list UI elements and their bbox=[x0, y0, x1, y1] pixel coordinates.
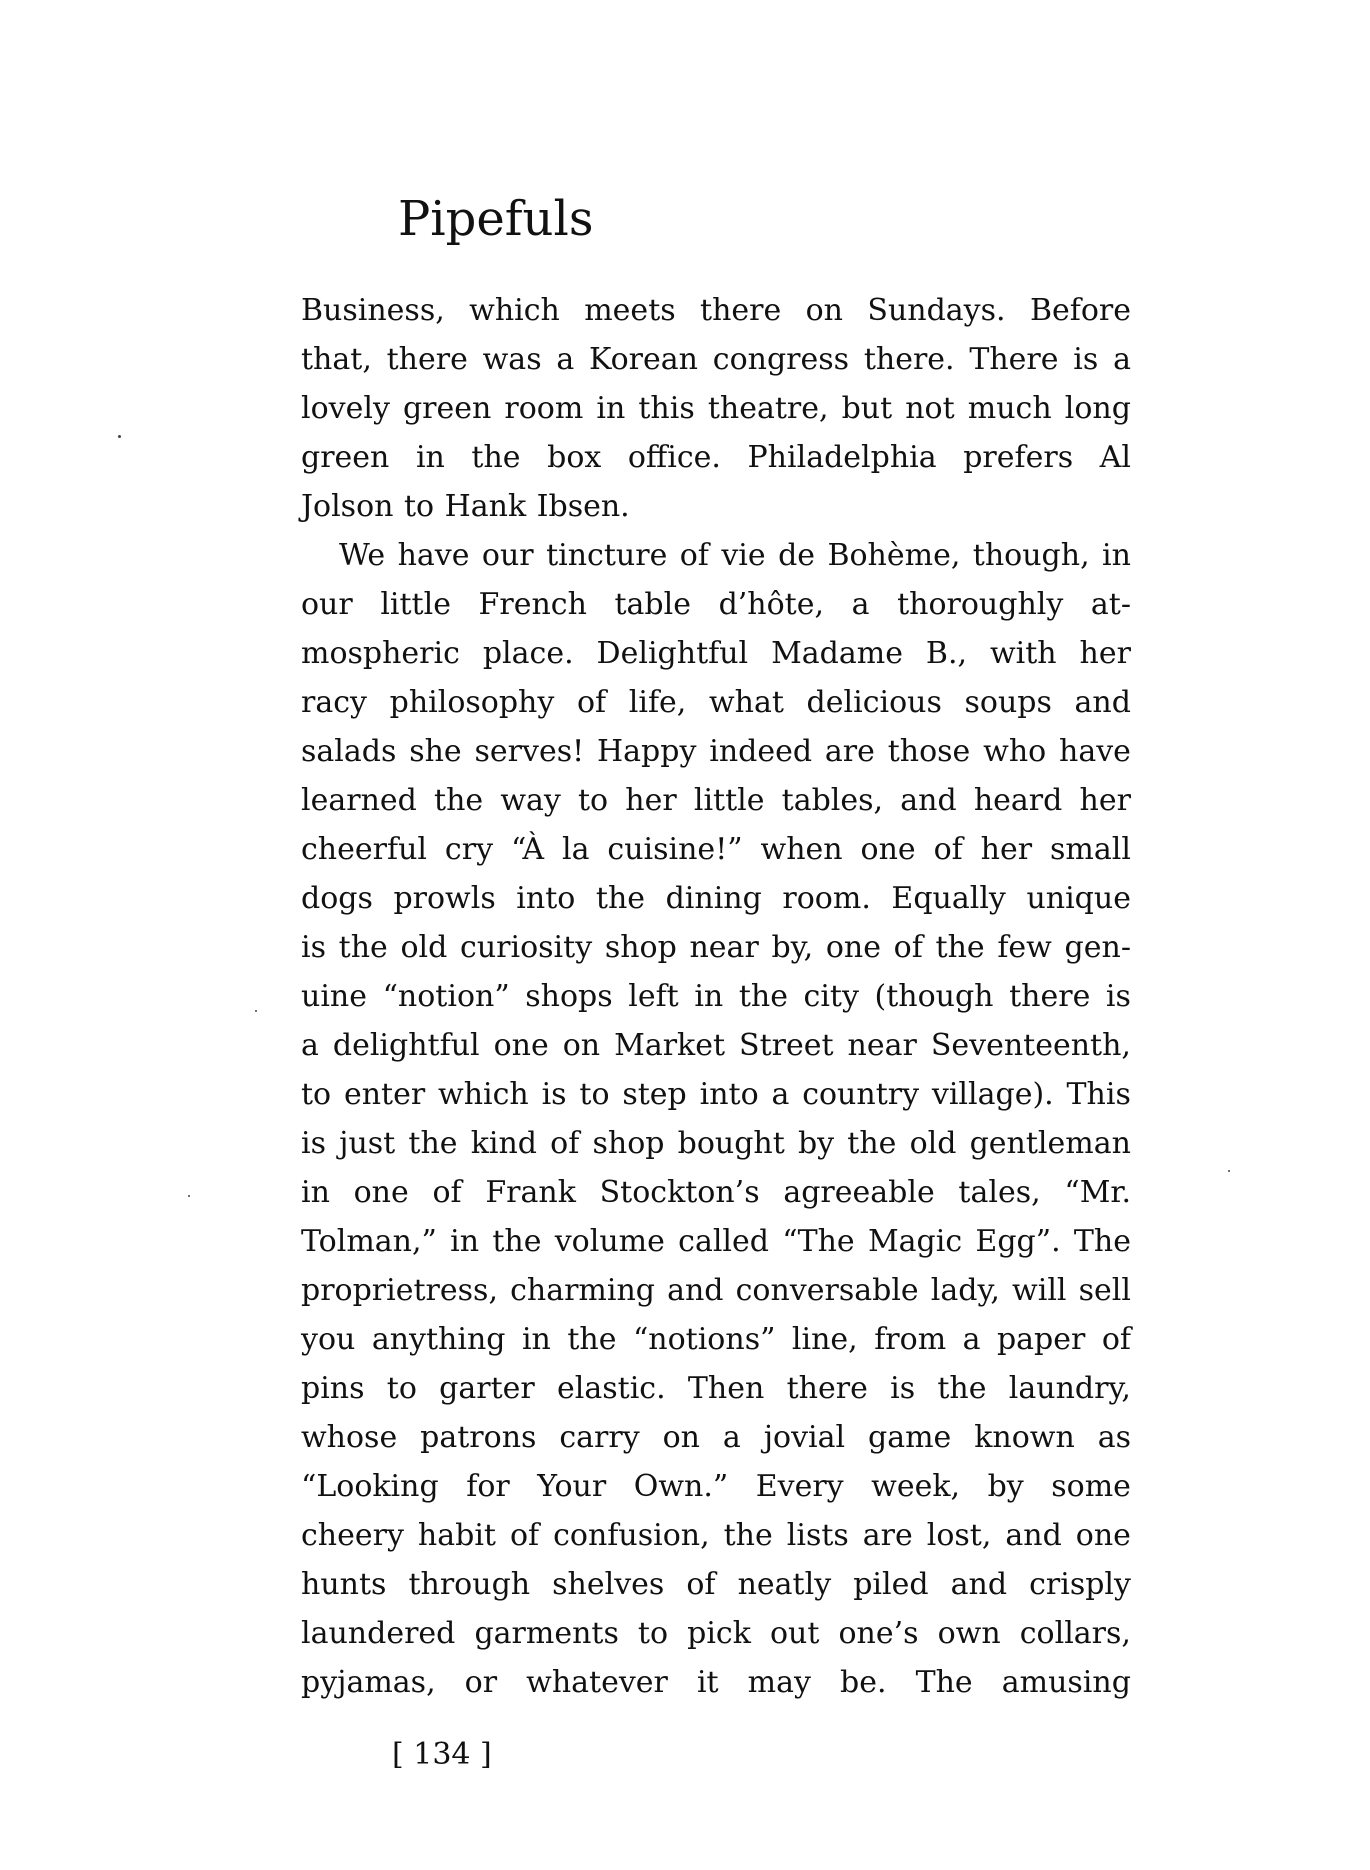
word: much bbox=[967, 391, 1052, 426]
word: by bbox=[797, 1126, 835, 1161]
word: hunts bbox=[301, 1567, 387, 1602]
word: volume bbox=[554, 1224, 665, 1259]
word: cry bbox=[444, 832, 494, 867]
word: the bbox=[338, 930, 388, 965]
word: uine bbox=[301, 979, 367, 1014]
word: theatre, bbox=[707, 391, 829, 426]
word: office. bbox=[627, 440, 721, 475]
text-line bbox=[301, 1462, 1131, 1511]
text-line bbox=[301, 1021, 1131, 1070]
word: cheerful bbox=[301, 832, 427, 867]
word: bought bbox=[677, 1126, 785, 1161]
word: crisply bbox=[1029, 1567, 1131, 1602]
word: “The bbox=[782, 1224, 855, 1259]
word: cuisine!” bbox=[607, 832, 743, 867]
word: that, bbox=[301, 342, 372, 377]
word: her bbox=[980, 832, 1033, 867]
running-head: Pipefuls bbox=[398, 191, 594, 247]
word: elastic. bbox=[557, 1371, 666, 1406]
word: meets bbox=[584, 293, 676, 328]
word: dogs bbox=[301, 881, 373, 916]
word: and bbox=[900, 783, 957, 818]
text-line bbox=[301, 972, 1131, 1021]
word: “Mr. bbox=[1064, 1175, 1131, 1210]
word: when bbox=[760, 832, 843, 867]
word: into bbox=[516, 881, 576, 916]
word: shop bbox=[592, 1126, 665, 1161]
text-line bbox=[301, 335, 1131, 384]
word: Hank bbox=[444, 489, 527, 524]
text-line bbox=[301, 580, 1131, 629]
word: unique bbox=[1026, 881, 1131, 916]
word: green bbox=[301, 440, 390, 475]
word: a bbox=[1113, 342, 1131, 377]
word: own bbox=[937, 1616, 1001, 1651]
word: village). bbox=[931, 1077, 1054, 1112]
word: one bbox=[353, 1175, 409, 1210]
text-line bbox=[301, 776, 1131, 825]
word: which bbox=[438, 1077, 529, 1112]
word: collars, bbox=[1019, 1616, 1131, 1651]
word: prowls bbox=[393, 881, 496, 916]
word: game bbox=[868, 1420, 952, 1455]
word: will bbox=[1012, 1273, 1067, 1308]
word: in bbox=[450, 1224, 480, 1259]
word: agreeable bbox=[783, 1175, 935, 1210]
word: Every bbox=[755, 1469, 844, 1504]
word: or bbox=[464, 1665, 498, 1700]
word: d’hôte, bbox=[718, 587, 825, 622]
word: small bbox=[1050, 832, 1131, 867]
word: There bbox=[969, 342, 1059, 377]
word: vie bbox=[721, 538, 766, 573]
word: Your bbox=[537, 1469, 607, 1504]
word: Delightful bbox=[596, 636, 749, 671]
word: green bbox=[402, 391, 492, 426]
word: sell bbox=[1078, 1273, 1131, 1308]
word: Ibsen. bbox=[536, 489, 630, 524]
word: of bbox=[1101, 1322, 1131, 1357]
word: our bbox=[301, 587, 353, 622]
word: one bbox=[825, 930, 881, 965]
word: pick bbox=[687, 1616, 751, 1651]
word: the bbox=[738, 979, 788, 1014]
word: kind bbox=[470, 1126, 537, 1161]
word: of bbox=[893, 930, 923, 965]
word: are bbox=[824, 734, 875, 769]
word: curiosity bbox=[460, 930, 593, 965]
word: table bbox=[614, 587, 691, 622]
word: delightful bbox=[332, 1028, 480, 1063]
word: is bbox=[301, 930, 326, 965]
text-line bbox=[301, 1658, 1131, 1707]
word: Korean bbox=[589, 342, 698, 377]
text-line bbox=[301, 874, 1131, 923]
word: the bbox=[471, 440, 521, 475]
word: there. bbox=[863, 342, 955, 377]
word: the bbox=[492, 1224, 542, 1259]
word: “notions” bbox=[632, 1322, 776, 1357]
word: left bbox=[628, 979, 679, 1014]
word: charming bbox=[510, 1273, 655, 1308]
word: which bbox=[469, 293, 560, 328]
word: Own.” bbox=[633, 1469, 729, 1504]
word: of bbox=[550, 1126, 580, 1161]
word: Madame bbox=[771, 636, 903, 671]
word: on bbox=[562, 1028, 601, 1063]
word: a bbox=[962, 1322, 981, 1357]
page-number: [ 134 ] bbox=[392, 1737, 492, 1772]
word: neatly bbox=[737, 1567, 832, 1602]
scan-speck bbox=[1228, 1170, 1230, 1172]
word: in bbox=[301, 1175, 330, 1210]
word: This bbox=[1066, 1077, 1131, 1112]
word: la bbox=[562, 832, 590, 867]
word: of bbox=[686, 1567, 716, 1602]
word: the bbox=[937, 1371, 987, 1406]
word: be. bbox=[840, 1665, 887, 1700]
word: with bbox=[989, 636, 1057, 671]
word: laundry, bbox=[1008, 1371, 1131, 1406]
word: is bbox=[541, 1077, 567, 1112]
word: Then bbox=[687, 1371, 765, 1406]
word: place. bbox=[482, 636, 574, 671]
text-line bbox=[301, 286, 1131, 335]
scan-speck bbox=[118, 435, 121, 438]
word: garter bbox=[439, 1371, 535, 1406]
word: Magic bbox=[867, 1224, 963, 1259]
word: those bbox=[887, 734, 971, 769]
word: French bbox=[478, 587, 587, 622]
word: little bbox=[380, 587, 451, 622]
word: “Looking bbox=[301, 1469, 439, 1504]
word: in bbox=[596, 391, 626, 426]
word: for bbox=[466, 1469, 510, 1504]
word: to bbox=[301, 1077, 332, 1112]
word: soups bbox=[964, 685, 1052, 720]
word: who bbox=[983, 734, 1047, 769]
text-line bbox=[301, 1168, 1131, 1217]
word: Egg”. bbox=[975, 1224, 1061, 1259]
word: indeed bbox=[709, 734, 813, 769]
word: the bbox=[723, 1518, 773, 1553]
word: “À bbox=[510, 832, 545, 867]
word: Bohème, bbox=[827, 538, 961, 573]
word: though, bbox=[972, 538, 1090, 573]
word: room bbox=[504, 391, 584, 426]
word: (though bbox=[874, 979, 994, 1014]
word: is bbox=[301, 1126, 326, 1161]
word: Business, bbox=[301, 293, 445, 328]
word: room. bbox=[782, 881, 871, 916]
word: the bbox=[847, 1126, 897, 1161]
word: long bbox=[1064, 391, 1131, 426]
word: are bbox=[862, 1518, 913, 1553]
word: lists bbox=[786, 1518, 849, 1553]
word: is bbox=[1073, 342, 1099, 377]
word: habit bbox=[417, 1518, 496, 1553]
word: into bbox=[699, 1077, 759, 1112]
word: there bbox=[1009, 979, 1091, 1014]
text-line bbox=[301, 825, 1131, 874]
word: laundered bbox=[301, 1616, 456, 1651]
word: de bbox=[778, 538, 816, 573]
word: Equally bbox=[891, 881, 1006, 916]
word: whatever bbox=[526, 1665, 668, 1700]
word: there bbox=[700, 293, 782, 328]
word: heard bbox=[973, 783, 1063, 818]
word: Jolson bbox=[301, 489, 394, 524]
word: gentleman bbox=[969, 1126, 1131, 1161]
word: tincture bbox=[546, 538, 668, 573]
word: on bbox=[662, 1420, 700, 1455]
word: a bbox=[771, 1077, 790, 1112]
scan-speck bbox=[188, 1195, 190, 1197]
word: a bbox=[722, 1420, 741, 1455]
word: tables, bbox=[781, 783, 884, 818]
word: Street bbox=[739, 1028, 834, 1063]
word: line, bbox=[791, 1322, 858, 1357]
word: lost, bbox=[926, 1518, 992, 1553]
word: Frank bbox=[485, 1175, 576, 1210]
text-line bbox=[301, 531, 1131, 580]
word: garments bbox=[474, 1616, 619, 1651]
word: old bbox=[909, 1126, 957, 1161]
word: there bbox=[786, 1371, 868, 1406]
word: this bbox=[638, 391, 695, 426]
word: gen- bbox=[1064, 930, 1131, 965]
word: one bbox=[860, 832, 916, 867]
word: out bbox=[769, 1616, 820, 1651]
body-text bbox=[301, 286, 1131, 1707]
word: her bbox=[1079, 783, 1131, 818]
word: learned bbox=[301, 783, 417, 818]
word: life, bbox=[628, 685, 687, 720]
word: Al bbox=[1099, 440, 1131, 475]
text-line bbox=[301, 1315, 1131, 1364]
word: to bbox=[637, 1616, 669, 1651]
word: carry bbox=[559, 1420, 640, 1455]
word: and bbox=[1074, 685, 1131, 720]
word: conversable bbox=[735, 1273, 919, 1308]
word: city bbox=[803, 979, 859, 1014]
word: the bbox=[567, 1322, 617, 1357]
word: step bbox=[622, 1077, 687, 1112]
word: in bbox=[694, 979, 724, 1014]
word: week, bbox=[871, 1469, 961, 1504]
word: country bbox=[802, 1077, 920, 1112]
word: have bbox=[1059, 734, 1131, 769]
word: on bbox=[805, 293, 844, 328]
word: pyjamas, bbox=[301, 1665, 436, 1700]
word: at- bbox=[1090, 587, 1131, 622]
word: tales, bbox=[958, 1175, 1041, 1210]
word: to bbox=[577, 783, 609, 818]
text-line bbox=[301, 384, 1131, 433]
word: to bbox=[386, 1371, 417, 1406]
text-line bbox=[301, 1364, 1131, 1413]
word: patrons bbox=[420, 1420, 537, 1455]
word: near bbox=[847, 1028, 917, 1063]
word: pins bbox=[301, 1371, 365, 1406]
word: may bbox=[747, 1665, 811, 1700]
word: one bbox=[493, 1028, 549, 1063]
text-line bbox=[301, 1413, 1131, 1462]
word: and bbox=[667, 1273, 724, 1308]
text-line bbox=[301, 1560, 1131, 1609]
word: through bbox=[408, 1567, 531, 1602]
text-line bbox=[301, 1609, 1131, 1658]
text-line bbox=[301, 923, 1131, 972]
word: Market bbox=[614, 1028, 726, 1063]
word: enter bbox=[343, 1077, 426, 1112]
word: prefers bbox=[963, 440, 1074, 475]
word: shop bbox=[604, 930, 677, 965]
text-line bbox=[301, 727, 1131, 776]
word: B., bbox=[925, 636, 968, 671]
word: her bbox=[1079, 636, 1131, 671]
text-line bbox=[301, 1070, 1131, 1119]
word: jovial bbox=[763, 1420, 846, 1455]
word: there bbox=[386, 342, 468, 377]
word: but bbox=[841, 391, 893, 426]
word: a bbox=[851, 587, 870, 622]
text-line bbox=[301, 482, 1131, 531]
word: and bbox=[1005, 1518, 1062, 1553]
word: a bbox=[556, 342, 575, 377]
word: thoroughly bbox=[897, 587, 1064, 622]
word: old bbox=[400, 930, 448, 965]
scan-speck bbox=[255, 1010, 257, 1012]
word: some bbox=[1051, 1469, 1131, 1504]
word: in bbox=[415, 440, 445, 475]
word: proprietress, bbox=[301, 1273, 498, 1308]
text-line bbox=[301, 629, 1131, 678]
word: to bbox=[403, 489, 435, 524]
word: you bbox=[301, 1322, 356, 1357]
word: called bbox=[678, 1224, 769, 1259]
word: little bbox=[693, 783, 765, 818]
word: The bbox=[1073, 1224, 1131, 1259]
text-line bbox=[301, 1266, 1131, 1315]
word: of bbox=[576, 685, 607, 720]
text-line bbox=[301, 433, 1131, 482]
word: serves! bbox=[474, 734, 585, 769]
word: is bbox=[890, 1371, 916, 1406]
word: delicious bbox=[806, 685, 942, 720]
word: shelves bbox=[552, 1567, 665, 1602]
word: Stockton’s bbox=[599, 1175, 760, 1210]
word: salads bbox=[301, 734, 397, 769]
word: one bbox=[1075, 1518, 1131, 1553]
word: of bbox=[509, 1518, 540, 1553]
word: not bbox=[905, 391, 955, 426]
word: Philadelphia bbox=[747, 440, 937, 475]
word: near bbox=[689, 930, 759, 965]
word: known bbox=[974, 1420, 1075, 1455]
word: the bbox=[434, 783, 484, 818]
word: Tolman,” bbox=[301, 1224, 437, 1259]
word: it bbox=[696, 1665, 719, 1700]
word: what bbox=[708, 685, 784, 720]
word: We bbox=[339, 538, 386, 573]
word: racy bbox=[301, 685, 367, 720]
word: Happy bbox=[597, 734, 697, 769]
word: from bbox=[874, 1322, 947, 1357]
text-line bbox=[301, 1217, 1131, 1266]
word: and bbox=[950, 1567, 1008, 1602]
word: amusing bbox=[1001, 1665, 1131, 1700]
text-line bbox=[301, 678, 1131, 727]
word: cheery bbox=[301, 1518, 404, 1553]
word: anything bbox=[371, 1322, 506, 1357]
word: of bbox=[933, 832, 963, 867]
word: of bbox=[679, 538, 709, 573]
word: a bbox=[301, 1028, 319, 1063]
word: by bbox=[987, 1469, 1024, 1504]
word: the bbox=[408, 1126, 458, 1161]
word: dining bbox=[665, 881, 762, 916]
word: as bbox=[1097, 1420, 1131, 1455]
word: lovely bbox=[301, 391, 390, 426]
word: lady, bbox=[930, 1273, 1000, 1308]
word: box bbox=[547, 440, 602, 475]
word: our bbox=[481, 538, 534, 573]
text-line bbox=[301, 1119, 1131, 1168]
word: one’s bbox=[838, 1616, 919, 1651]
word: congress bbox=[712, 342, 850, 377]
word: was bbox=[482, 342, 542, 377]
word: “notion” bbox=[382, 979, 510, 1014]
word: confusion, bbox=[553, 1518, 710, 1553]
word: way bbox=[500, 783, 561, 818]
word: Sundays. bbox=[867, 293, 1006, 328]
word: in bbox=[521, 1322, 551, 1357]
word: mospheric bbox=[301, 636, 460, 671]
word: of bbox=[432, 1175, 462, 1210]
word: The bbox=[915, 1665, 973, 1700]
word: Seventeenth, bbox=[930, 1028, 1131, 1063]
word: just bbox=[339, 1126, 396, 1161]
word: paper bbox=[996, 1322, 1086, 1357]
word: Before bbox=[1029, 293, 1131, 328]
word: in bbox=[1102, 538, 1131, 573]
word: to bbox=[579, 1077, 610, 1112]
word: her bbox=[625, 783, 677, 818]
word: shops bbox=[525, 979, 613, 1014]
text-line bbox=[301, 1511, 1131, 1560]
word: is bbox=[1105, 979, 1131, 1014]
word: whose bbox=[301, 1420, 398, 1455]
word: philosophy bbox=[389, 685, 555, 720]
word: have bbox=[397, 538, 470, 573]
word: she bbox=[409, 734, 462, 769]
word: piled bbox=[853, 1567, 929, 1602]
word: the bbox=[935, 930, 985, 965]
word: by, bbox=[771, 930, 814, 965]
word: few bbox=[997, 930, 1052, 965]
word: the bbox=[595, 881, 646, 916]
